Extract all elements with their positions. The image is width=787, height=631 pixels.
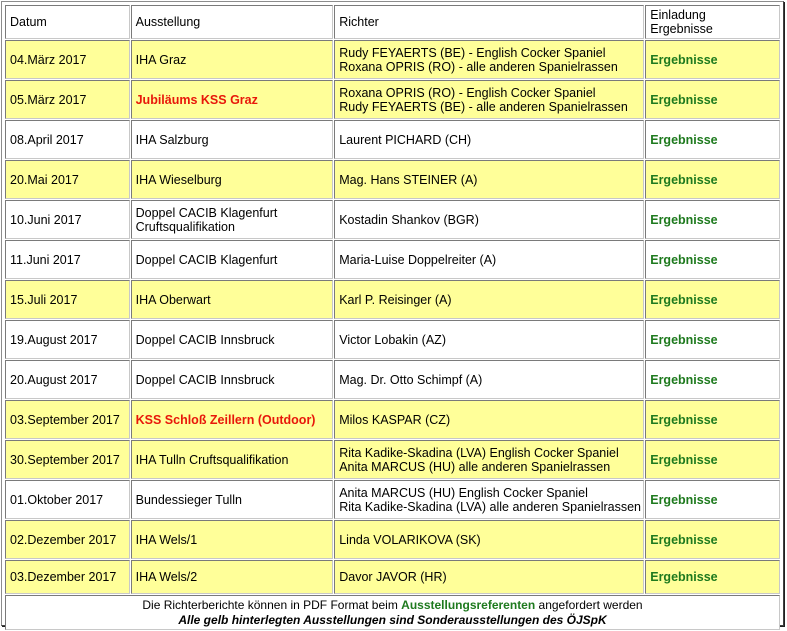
show-name-line: Cruftsqualifikation	[135, 219, 235, 234]
show-judges	[334, 440, 644, 479]
show-name-line: Doppel CACIB Klagenfurt	[135, 205, 278, 220]
table-row	[5, 400, 780, 439]
results-link[interactable]: Ergebnisse	[650, 252, 718, 267]
show-judges	[334, 80, 644, 119]
header-invite: Einladung	[650, 8, 706, 22]
show-date: 15.Juli 2017	[5, 280, 130, 319]
table-row	[5, 200, 780, 239]
show-name: IHA Wels/1	[131, 520, 334, 559]
table-row	[5, 240, 780, 279]
show-date: 01.Oktober 2017	[5, 480, 130, 519]
show-name: IHA Wels/2	[131, 560, 334, 594]
results-link[interactable]: Ergebnisse	[650, 332, 718, 347]
footer-text-after: angefordert werden	[535, 597, 643, 612]
judge-line: Milos KASPAR (CZ)	[334, 400, 644, 439]
judge-line: Maria-Luise Doppelreiter (A)	[334, 240, 644, 279]
show-judges	[334, 40, 644, 79]
judge-line: Rudy FEYAERTS (BE) - alle anderen Spanielrassen	[339, 99, 628, 114]
table-row	[5, 440, 780, 479]
show-date: 04.März 2017	[5, 40, 130, 79]
footer-text-before: Die Richterberichte können in PDF Format beim	[142, 597, 402, 612]
show-schedule-table	[4, 4, 781, 631]
table-row	[5, 40, 780, 79]
table-row	[5, 560, 780, 594]
show-name	[131, 200, 334, 239]
table-row	[5, 160, 780, 199]
table-row	[5, 320, 780, 359]
judge-line: Laurent PICHARD (CH)	[334, 120, 644, 159]
show-date: 05.März 2017	[5, 80, 130, 119]
show-date: 03.Dezember 2017	[5, 560, 130, 594]
judge-line: Rita Kadike-Skadina (LVA) alle anderen Spanielrassen	[339, 499, 642, 514]
show-date: 03.September 2017	[5, 400, 130, 439]
results-link[interactable]: Ergebnisse	[650, 532, 718, 547]
table-row	[5, 120, 780, 159]
show-name: Doppel CACIB Klagenfurt	[131, 240, 334, 279]
judge-line: Anita MARCUS (HU) alle anderen Spanielrassen	[339, 459, 611, 474]
show-date: 30.September 2017	[5, 440, 130, 479]
show-name: Jubiläums KSS Graz	[135, 92, 258, 107]
footer-line-2: Alle gelb hinterlegten Ausstellungen sind Sonderausstellungen des ÖJSpK	[178, 612, 607, 627]
show-date: 11.Juni 2017	[5, 240, 130, 279]
show-date: 08.April 2017	[5, 120, 130, 159]
header-results: Ergebnisse	[650, 22, 713, 36]
table-row	[5, 480, 780, 519]
table-row	[5, 360, 780, 399]
judge-line: Mag. Hans STEINER (A)	[334, 160, 644, 199]
footer-line-1	[6, 598, 779, 613]
show-name: Bundessieger Tulln	[131, 480, 334, 519]
results-link[interactable]: Ergebnisse	[650, 412, 718, 427]
header-show: Ausstellung	[131, 5, 334, 39]
show-name: IHA Wieselburg	[131, 160, 334, 199]
header-date: Datum	[5, 5, 130, 39]
judge-line: Kostadin Shankov (BGR)	[334, 200, 644, 239]
judge-line: Anita MARCUS (HU) English Cocker Spaniel	[339, 485, 588, 500]
footer-note	[5, 595, 780, 630]
show-name: IHA Tulln Cruftsqualifikation	[131, 440, 334, 479]
judge-line: Karl P. Reisinger (A)	[334, 280, 644, 319]
judge-line: Rudy FEYAERTS (BE) - English Cocker Spaniel	[339, 45, 606, 60]
judge-line: Victor Lobakin (AZ)	[334, 320, 644, 359]
results-link[interactable]: Ergebnisse	[650, 212, 718, 227]
table-row	[5, 520, 780, 559]
judge-line: Roxana OPRIS (RO) - English Cocker Spaniel	[339, 85, 596, 100]
results-link[interactable]: Ergebnisse	[650, 570, 718, 584]
results-link[interactable]: Ergebnisse	[650, 92, 718, 107]
show-name: IHA Graz	[131, 40, 334, 79]
results-link[interactable]: Ergebnisse	[650, 292, 718, 307]
table-footer-row	[5, 595, 780, 630]
show-date: 19.August 2017	[5, 320, 130, 359]
judge-line: Rita Kadike-Skadina (LVA) English Cocker Spaniel	[339, 445, 619, 460]
show-name: IHA Oberwart	[131, 280, 334, 319]
table-header-row	[5, 5, 780, 39]
judge-line: Roxana OPRIS (RO) - alle anderen Spanielrassen	[339, 59, 618, 74]
results-link[interactable]: Ergebnisse	[650, 452, 718, 467]
results-frame	[1, 1, 784, 626]
show-date: 02.Dezember 2017	[5, 520, 130, 559]
table-row	[5, 80, 780, 119]
results-link[interactable]: Ergebnisse	[650, 172, 718, 187]
header-judge: Richter	[334, 5, 644, 39]
show-name: Doppel CACIB Innsbruck	[131, 320, 334, 359]
show-date: 20.Mai 2017	[5, 160, 130, 199]
results-link[interactable]: Ergebnisse	[650, 132, 718, 147]
show-date: 20.August 2017	[5, 360, 130, 399]
show-officer-link[interactable]: Ausstellungsreferenten	[401, 597, 536, 612]
results-link[interactable]: Ergebnisse	[650, 52, 718, 67]
judge-line: Linda VOLARIKOVA (SK)	[334, 520, 644, 559]
show-name: IHA Salzburg	[131, 120, 334, 159]
show-date: 10.Juni 2017	[5, 200, 130, 239]
show-name: Doppel CACIB Innsbruck	[131, 360, 334, 399]
results-link[interactable]: Ergebnisse	[650, 492, 718, 507]
show-name: KSS Schloß Zeillern (Outdoor)	[135, 412, 316, 427]
show-judges	[334, 480, 644, 519]
header-invite-results	[645, 5, 780, 39]
judge-line: Mag. Dr. Otto Schimpf (A)	[334, 360, 644, 399]
judge-line: Davor JAVOR (HR)	[334, 560, 644, 594]
results-link[interactable]: Ergebnisse	[650, 372, 718, 387]
table-row	[5, 280, 780, 319]
